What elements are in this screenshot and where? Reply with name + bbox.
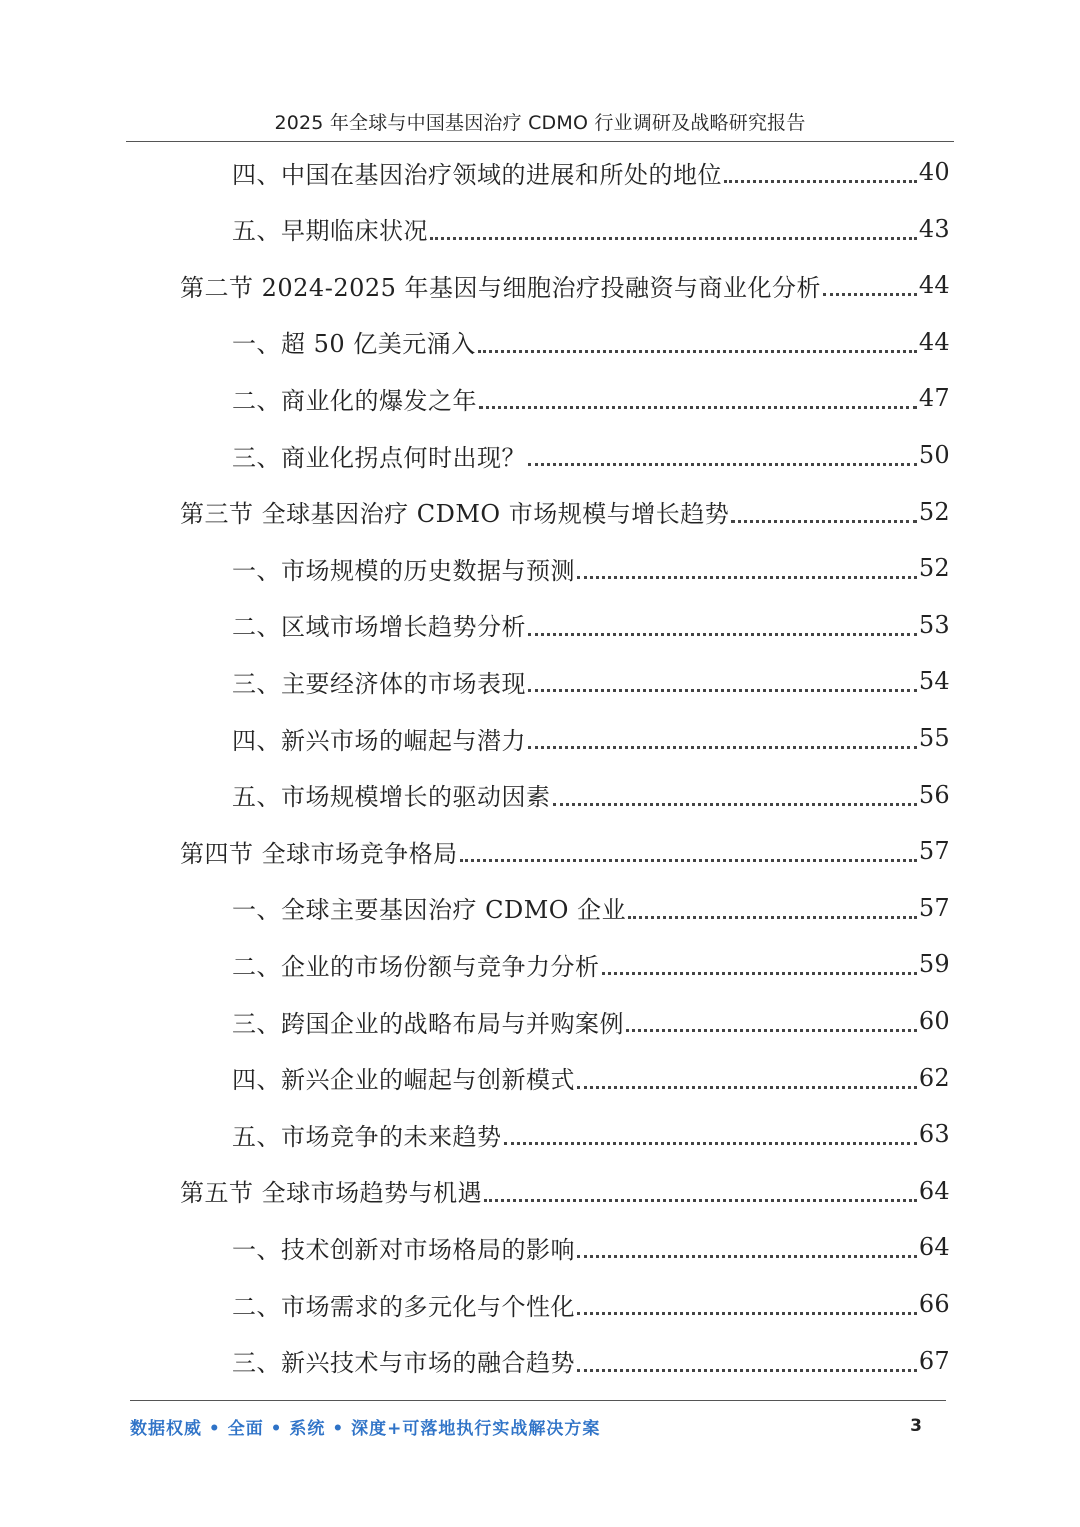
- toc-entry-label: 第五节 全球市场趋势与机遇: [180, 1179, 483, 1208]
- toc-entry-label: 一、技术创新对市场格局的影响: [232, 1235, 575, 1264]
- toc-dot-leader: [430, 237, 917, 240]
- header-divider: [126, 141, 954, 142]
- toc-dot-leader: [528, 689, 917, 692]
- toc-entry: [232, 314, 950, 370]
- toc-entry-label: 第四节 全球市场竞争格局: [180, 839, 458, 868]
- toc-entry: [232, 993, 950, 1049]
- toc-entry-page: 63: [918, 1120, 950, 1149]
- toc-entry-label: 二、市场需求的多元化与个性化: [232, 1292, 575, 1321]
- toc-entry-label: 一、全球主要基因治疗 CDMO 企业: [232, 896, 627, 925]
- toc-dot-leader: [484, 1199, 917, 1202]
- toc-dot-leader: [479, 406, 917, 409]
- toc-entry-page: 64: [918, 1176, 950, 1205]
- footer-divider: [130, 1400, 946, 1401]
- toc-dot-leader: [553, 803, 917, 806]
- toc-dot-leader: [528, 463, 917, 466]
- toc-entry-label: 三、跨国企业的战略布局与并购案例: [232, 1009, 624, 1038]
- toc-entry-page: 56: [918, 780, 950, 809]
- toc-entry-label: 三、主要经济体的市场表现: [232, 669, 526, 698]
- toc-dot-leader: [823, 293, 917, 296]
- toc-entry: [232, 1219, 950, 1275]
- toc-dot-leader: [478, 350, 917, 353]
- toc-entry-page: 50: [918, 441, 950, 469]
- toc-entry-page: 67: [918, 1346, 950, 1375]
- toc-dot-leader: [577, 1312, 917, 1315]
- toc-entry-page: 40: [918, 158, 950, 186]
- toc-entry: [232, 1106, 950, 1162]
- toc-entry: [232, 144, 950, 200]
- toc-entry: [232, 1050, 950, 1106]
- footer-page-number: 3: [910, 1416, 922, 1436]
- toc-entry: [232, 540, 950, 596]
- toc-entry-label: 二、商业化的爆发之年: [232, 386, 477, 415]
- toc-entry-label: 二、区域市场增长趋势分析: [232, 613, 526, 642]
- toc-dot-leader: [504, 1142, 917, 1145]
- toc-dot-leader: [628, 916, 917, 919]
- toc-dot-leader: [724, 180, 917, 183]
- toc-entry: [232, 653, 950, 709]
- toc-entry: [232, 1276, 950, 1332]
- toc-entry: [232, 1333, 950, 1389]
- toc-entry-page: 54: [918, 667, 950, 696]
- toc-dot-leader: [528, 746, 917, 749]
- toc-entry-page: 55: [918, 724, 950, 752]
- toc-dot-leader: [577, 1369, 917, 1372]
- toc-entry: [232, 370, 950, 426]
- toc-entry: [232, 597, 950, 653]
- header-title: 2025 年全球与中国基因治疗 CDMO 行业调研及战略研究报告: [274, 112, 806, 134]
- toc-dot-leader: [528, 633, 917, 636]
- toc-entry-page: 57: [918, 837, 950, 866]
- toc-dot-leader: [577, 1255, 917, 1258]
- toc-entry-label: 四、中国在基因治疗领域的进展和所处的地位: [232, 160, 722, 189]
- toc-dot-leader: [602, 972, 917, 975]
- toc-entry: [232, 427, 950, 483]
- toc-entry-page: 53: [918, 610, 950, 639]
- toc-dot-leader: [577, 1086, 917, 1089]
- toc-entry-label: 五、市场规模增长的驱动因素: [232, 783, 551, 812]
- toc-dot-leader: [731, 520, 917, 523]
- toc-entry: [232, 201, 950, 257]
- toc-entry: [180, 1163, 950, 1219]
- toc-entry-page: 44: [918, 327, 950, 356]
- toc-entry-label: 五、早期临床状况: [232, 217, 428, 246]
- toc-entry-page: 52: [918, 497, 950, 526]
- toc-entry-label: 四、新兴企业的崛起与创新模式: [232, 1066, 575, 1095]
- toc-entry-page: 66: [918, 1290, 950, 1318]
- toc-entry-page: 57: [918, 893, 950, 922]
- toc-entry-label: 三、商业化拐点何时出现？: [232, 443, 526, 472]
- toc-entry: [180, 484, 950, 540]
- toc-entry-page: 59: [918, 950, 950, 979]
- toc-entry: [180, 823, 950, 879]
- toc-entry: [232, 936, 950, 992]
- toc-entry-label: 第三节 全球基因治疗 CDMO 市场规模与增长趋势: [180, 500, 730, 529]
- toc-entry-page: 62: [918, 1063, 950, 1092]
- toc-entry-label: 第二节 2024-2025 年基因与细胞治疗投融资与商业化分析: [180, 273, 822, 302]
- toc-dot-leader: [577, 576, 917, 579]
- toc-entry: [232, 767, 950, 823]
- toc-dot-leader: [460, 859, 917, 862]
- toc-dot-leader: [626, 1029, 917, 1032]
- toc-entry-page: 60: [918, 1007, 950, 1035]
- footer-slogan: 数据权威 • 全面 • 系统 • 深度+可落地执行实战解决方案: [130, 1419, 601, 1439]
- toc-entry-page: 43: [918, 214, 950, 243]
- toc-entry: [180, 257, 950, 313]
- toc-entry-label: 三、新兴技术与市场的融合趋势: [232, 1349, 575, 1378]
- toc-entry-page: 47: [918, 384, 950, 413]
- toc-entry-page: 64: [918, 1233, 950, 1262]
- toc-entry-label: 五、市场竞争的未来趋势: [232, 1122, 502, 1151]
- toc-entry-label: 二、企业的市场份额与竞争力分析: [232, 952, 600, 981]
- toc-entry-label: 一、市场规模的历史数据与预测: [232, 556, 575, 585]
- toc-entry: [232, 710, 950, 766]
- toc-entry-label: 一、超 50 亿美元涌入: [232, 330, 476, 359]
- toc-entry-label: 四、新兴市场的崛起与潜力: [232, 726, 526, 755]
- toc-entry-page: 44: [918, 271, 950, 300]
- toc-entry: [232, 880, 950, 936]
- toc-entry-page: 52: [918, 554, 950, 583]
